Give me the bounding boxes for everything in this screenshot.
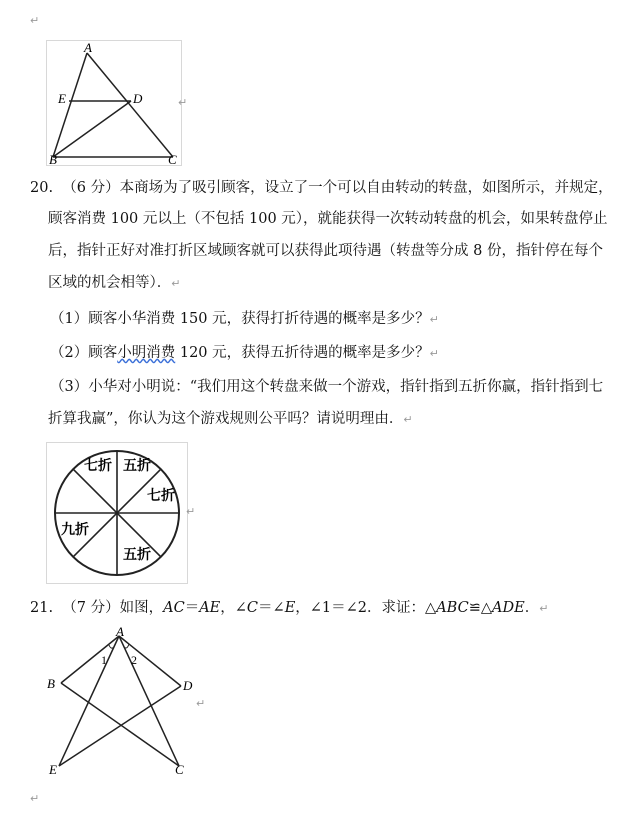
q21-line (30, 598, 548, 619)
q20-line-4 (48, 273, 180, 294)
q20-sub1-text: （1）顾客小华消费 150 元，获得打折待遇的概率是多少？ (50, 311, 430, 327)
q21-text-a: 如图， (119, 600, 164, 616)
q21-var-ADE: ADE (492, 600, 525, 616)
label-C: C (175, 762, 184, 776)
q20-text-2: 顾客消费 100 元以上（不包括 100 元），就能获得一次转动转盘的机会，如果转盘停止 (48, 211, 608, 227)
spinner-figure (46, 442, 188, 584)
q20-number: 20. (30, 180, 54, 196)
q20-sub2-text-a: （2）顾客 (50, 345, 118, 361)
paragraph-mark: ↵ (403, 413, 413, 426)
q20-sub-1 (50, 309, 439, 330)
q20-points: （6 分） (62, 180, 120, 196)
label-E: E (58, 91, 66, 106)
q21-cong: ≌△ (468, 600, 492, 616)
angle-1-label: 1 (101, 653, 107, 667)
paragraph-mark: ↵ (30, 14, 40, 27)
q21-eq1: ＝ (184, 600, 200, 616)
wheel-label-5: 五折 (123, 548, 151, 563)
q21-number: 21. (30, 600, 54, 616)
paragraph-mark: ↵ (196, 697, 206, 710)
wheel-label-1: 七折 (84, 459, 112, 474)
q20-sub-3-line-1 (50, 377, 603, 397)
q21-eq2: ＝∠ (258, 600, 285, 616)
q20-line-2 (48, 209, 608, 229)
paragraph-mark: ↵ (429, 347, 439, 360)
q20-sub3-text-2: 折算我赢”，你认为这个游戏规则公平吗？请说明理由． (48, 411, 404, 427)
q21-var-C: C (246, 600, 259, 616)
q20-sub-2 (50, 343, 439, 364)
q21-points: （7 分） (62, 600, 120, 616)
q20-line-3 (48, 241, 603, 261)
q20-text-3: 后，指针正好对准打折区域顾客就可以获得此项待遇（转盘等分成 8 份，指针停在每个 (48, 243, 603, 259)
paragraph-mark: ↵ (429, 313, 439, 326)
triangle-figure (46, 40, 182, 166)
star-diagram (47, 626, 197, 776)
angle-2-label: 2 (131, 653, 137, 667)
q21-var-ABC: ABC (436, 600, 469, 616)
wheel-label-4: 九折 (61, 523, 89, 538)
q20-text-4: 区域的机会相等）． (48, 275, 172, 291)
q21-end: ． (524, 600, 540, 616)
q21-var-E: E (284, 600, 296, 616)
q20-sub2-text-b: 小明消费 (117, 345, 176, 361)
q20-sub3-text-1: （3）小华对小明说：“我们用这个转盘来做一个游戏，指针指到五折你赢，指针指到七 (50, 379, 604, 395)
paragraph-mark: ↵ (186, 505, 196, 518)
label-A: A (116, 626, 124, 639)
q20-text-1: 本商场为了吸引顾客，设立了一个可以自由转动的转盘，如图所示，并规定， (119, 180, 613, 196)
q20-line-1 (30, 178, 613, 198)
paragraph-mark: ↵ (171, 277, 181, 290)
q21-var-AC: AC (163, 600, 185, 616)
paragraph-mark: ↵ (539, 602, 549, 615)
label-D: D (133, 91, 143, 106)
label-E: E (49, 762, 57, 776)
q21-var-AE: AE (199, 600, 221, 616)
label-B: B (47, 676, 55, 691)
wheel-label-3: 七折 (147, 489, 175, 504)
label-B: B (49, 152, 57, 165)
label-C: C (168, 152, 177, 165)
paragraph-mark: ↵ (178, 96, 188, 109)
wheel-label-2: 五折 (123, 459, 151, 474)
q20-sub2-text-c: 120 元，获得五折待遇的概率是多少？ (175, 345, 430, 361)
q21-sep2: ，∠1＝∠2．求证：△ (295, 600, 437, 616)
label-A: A (84, 41, 92, 55)
q20-sub-3-line-2 (48, 409, 413, 430)
star-figure (46, 625, 198, 777)
q21-sep1: ，∠ (220, 600, 247, 616)
paragraph-mark: ↵ (30, 792, 40, 805)
spinner-wheel (47, 443, 187, 583)
triangle-diagram (47, 41, 181, 165)
label-D: D (183, 678, 193, 693)
